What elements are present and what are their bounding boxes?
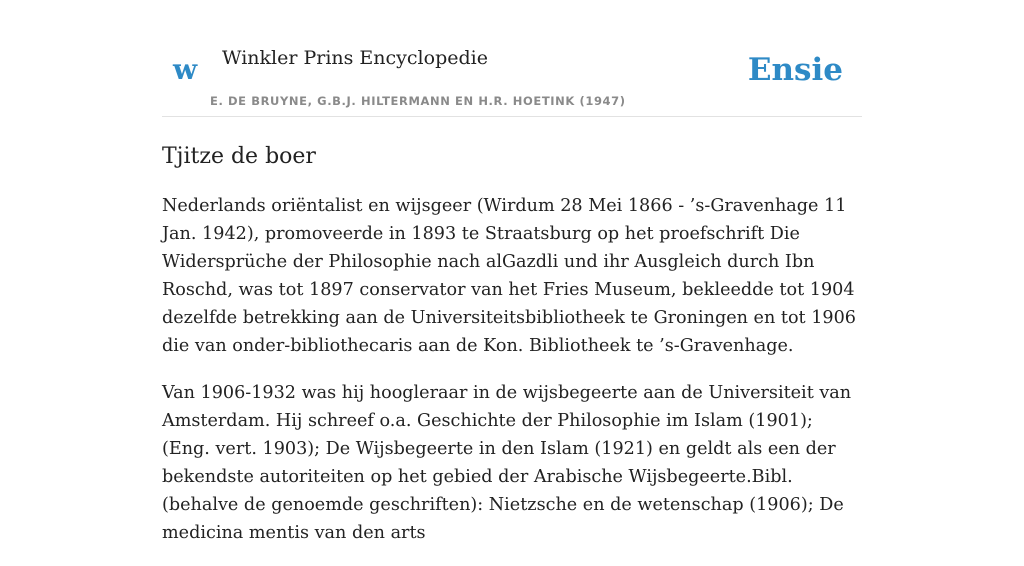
page-container [162,0,862,566]
entry-title: Tjitze de boer [162,144,316,169]
ensie-logo-link[interactable]: Ensie [747,52,843,88]
book-title-link[interactable]: Winkler Prins Encyclopedie [222,47,488,69]
entry-paragraph: Van 1906-1932 was hij hoogleraar in de wijsbegeerte aan de Universiteit van Amsterdam. Hij schreef o.a. Geschichte der Philosophie im Islam (1901); (Eng. vert. 1903); De Wijsbegeerte in den Islam (1921) en geldt als een der bekendste autoriteiten op het gebied der Arabische Wijsbegeerte.Bibl. (behalve de genoemde geschriften): Nietzsche en de wetenschap (1906); De medicina mentis van den arts [162,383,852,543]
entry-paragraph: Nederlands oriëntalist en wijsgeer (Wirdum 28 Mei 1866 - ’s-Gravenhage 11 Jan. 1942), promoveerde in 1893 te Straatsburg op het proefschrift Die Widersprüche der Philosophie nach alGazdli und ihr Ausgleich durch Ibn Roschd, was tot 1897 conservator van het Fries Museum, bekleedde tot 1904 dezelfde betrekking aan de Universiteitsbibliotheek te Groningen en tot 1906 die van onder-bibliothecaris aan de Kon. Bibliotheek te ’s-Gravenhage. [162,196,856,356]
source-header [162,0,862,117]
book-authors: E. DE BRUYNE, G.B.J. HILTERMANN EN H.R. HOETINK (1947) [210,94,626,108]
source-logo[interactable]: w [173,53,198,86]
entry-body [162,192,862,547]
